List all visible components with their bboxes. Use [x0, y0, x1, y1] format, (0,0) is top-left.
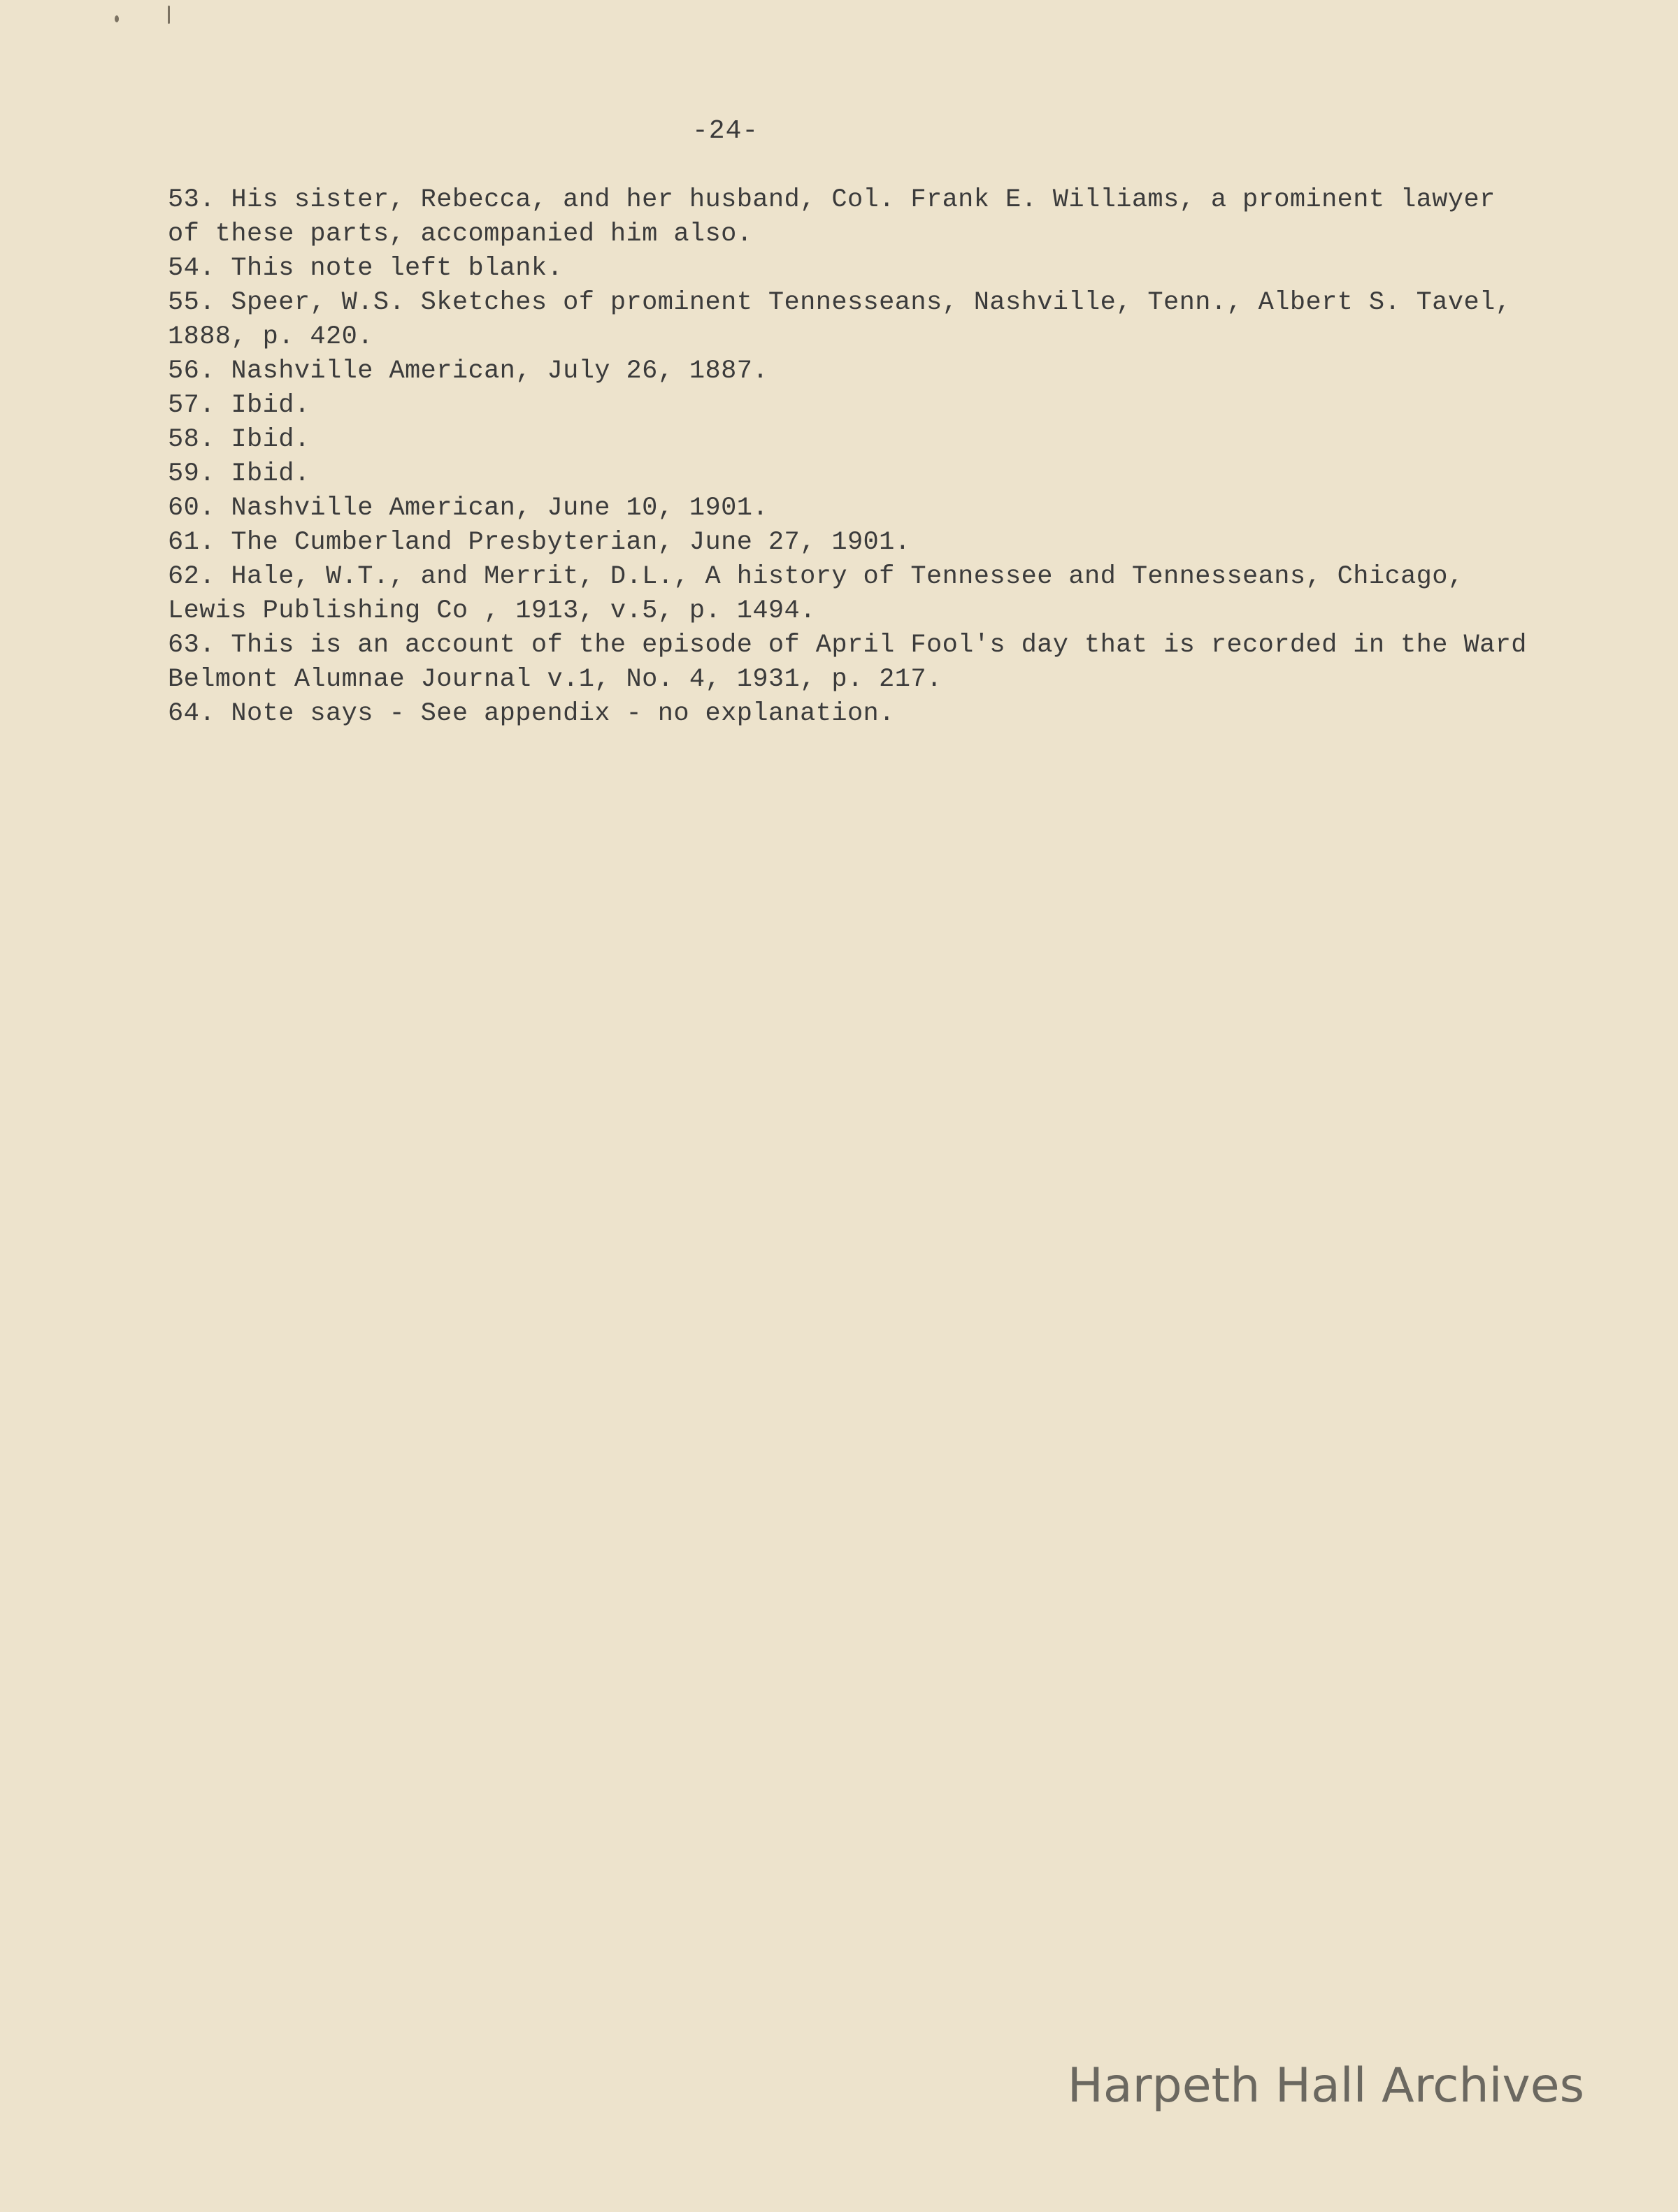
paper-mark: [115, 15, 119, 22]
footnote-62: 62. Hale, W.T., and Merrit, D.L., A history of Tennessee and Tennesseans, Chicago, Lewis Publishing Co , 1913, v.5, p. 1494.: [168, 562, 1480, 626]
footnotes-list: [168, 183, 1543, 731]
footnote-61: 61. The Cumberland Presbyterian, June 27, 1901.: [168, 528, 911, 557]
footnote-56: 56. Nashville American, July 26, 1887.: [168, 357, 768, 386]
footnote-57: 57. Ibid.: [168, 391, 310, 420]
footnote-60: 60. Nashville American, June 10, 1901.: [168, 494, 768, 523]
paper-mark: [168, 6, 170, 24]
footnote-55: 55. Speer, W.S. Sketches of prominent Tennesseans, Nashville, Tenn., Albert S. Tavel, 1888, p. 420.: [168, 288, 1527, 352]
archive-watermark: Harpeth Hall Archives: [1067, 2058, 1584, 2113]
footnote-63: 63. This is an account of the episode of April Fool's day that is recorded in the Ward Belmont Alumnae Journal v.1, No. 4, 1931, p. 217.: [168, 631, 1543, 694]
footnote-53: 53. His sister, Rebecca, and her husband, Col. Frank E. Williams, a prominent lawyer of these parts, accompanied him also.: [168, 185, 1512, 249]
footnote-59: 59. Ibid.: [168, 459, 310, 489]
footnote-54: 54. This note left blank.: [168, 254, 564, 283]
footnote-58: 58. Ibid.: [168, 425, 310, 454]
footnote-64: 64. Note says - See appendix - no explanation.: [168, 699, 895, 728]
page-number: -24-: [692, 116, 759, 146]
